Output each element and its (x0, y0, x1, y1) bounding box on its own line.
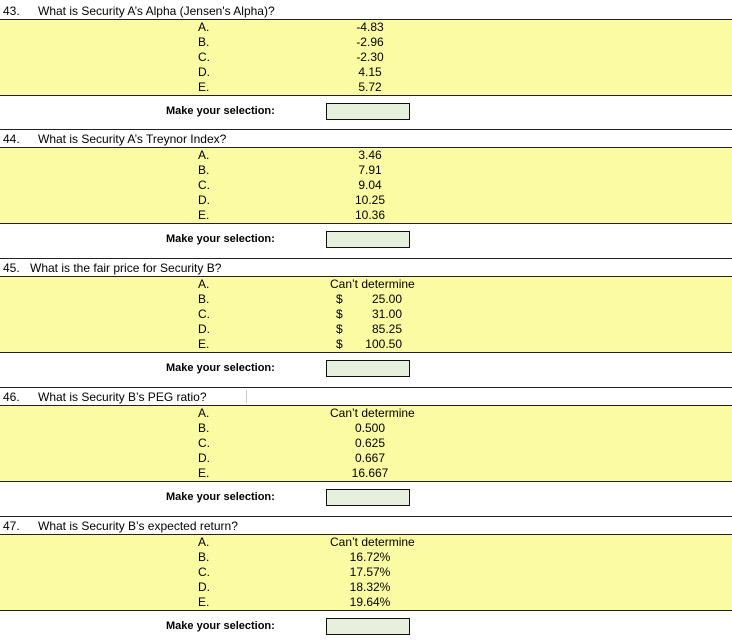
option-value: 10.36 (354, 208, 386, 222)
selection-row (0, 611, 732, 643)
option-letter: A. (198, 148, 210, 162)
option-letter: A. (198, 277, 210, 291)
option-value: 25.00 (371, 292, 402, 306)
option-value: 0.625 (354, 436, 386, 450)
question-number: 43. (3, 4, 20, 18)
option-value: Can’t determine (330, 277, 415, 291)
option-d[interactable] (0, 193, 732, 208)
question-header (0, 2, 732, 20)
option-value: 0.667 (354, 451, 386, 465)
option-value: 100.50 (365, 337, 402, 351)
selection-row (0, 482, 732, 514)
option-c[interactable] (0, 307, 732, 322)
option-value: -4.83 (356, 20, 384, 34)
options-block (0, 148, 732, 224)
question-text: What is Security B’s PEG ratio? (38, 390, 207, 404)
selection-input[interactable] (326, 103, 410, 120)
option-value: 85.25 (371, 322, 402, 336)
options-block (0, 277, 732, 353)
option-letter: E. (198, 595, 210, 609)
option-d[interactable] (0, 451, 732, 466)
question-45 (0, 258, 732, 385)
question-text: What is the fair price for Security B? (30, 261, 222, 275)
options-block (0, 20, 732, 96)
selection-label: Make your selection: (166, 233, 275, 245)
question-header (0, 516, 732, 535)
option-value: 5.72 (358, 80, 382, 94)
option-letter: E. (198, 466, 210, 480)
option-value: 19.64% (349, 595, 391, 609)
selection-label: Make your selection: (166, 105, 275, 117)
option-letter: B. (198, 35, 210, 49)
selection-row (0, 353, 732, 385)
option-letter: C. (198, 50, 210, 64)
option-value: 16.72% (349, 550, 391, 564)
question-number: 46. (3, 390, 20, 404)
option-value: 7.91 (358, 163, 382, 177)
option-e[interactable] (0, 337, 732, 352)
selection-input[interactable] (326, 231, 410, 248)
option-value: Can’t determine (330, 535, 415, 549)
option-letter: C. (198, 178, 210, 192)
currency-symbol: $ (336, 337, 343, 351)
option-d[interactable] (0, 322, 732, 337)
question-44 (0, 129, 732, 256)
option-c[interactable] (0, 50, 732, 65)
option-value: 31.00 (371, 307, 402, 321)
option-value: 9.04 (358, 178, 382, 192)
option-value: -2.96 (356, 35, 384, 49)
option-letter: C. (198, 565, 210, 579)
option-letter: D. (198, 580, 210, 594)
currency-symbol: $ (336, 322, 343, 336)
selection-row (0, 224, 732, 256)
option-letter: B. (198, 292, 210, 306)
selection-input[interactable] (326, 360, 410, 377)
option-letter: C. (198, 307, 210, 321)
option-letter: D. (198, 193, 210, 207)
option-letter: D. (198, 451, 210, 465)
option-value: 18.32% (349, 580, 391, 594)
option-value: -2.30 (356, 50, 384, 64)
option-a[interactable] (0, 406, 732, 421)
option-letter: C. (198, 436, 210, 450)
option-value: 0.500 (354, 421, 386, 435)
option-letter: B. (198, 421, 210, 435)
option-value: 17.57% (349, 565, 391, 579)
question-number: 47. (3, 519, 20, 533)
option-b[interactable] (0, 35, 732, 50)
option-b[interactable] (0, 292, 732, 307)
option-e[interactable] (0, 208, 732, 223)
option-e[interactable] (0, 466, 732, 481)
options-block (0, 535, 732, 611)
question-47 (0, 516, 732, 643)
option-a[interactable] (0, 535, 732, 550)
question-46 (0, 387, 732, 514)
currency-symbol: $ (336, 292, 343, 306)
option-e[interactable] (0, 595, 732, 610)
question-text: What is Security B’s expected return? (38, 519, 238, 533)
option-value: 16.667 (351, 466, 389, 480)
question-header (0, 387, 732, 406)
option-value: Can’t determine (330, 406, 415, 420)
option-b[interactable] (0, 550, 732, 565)
question-number: 44. (3, 132, 20, 146)
selection-input[interactable] (326, 489, 410, 506)
option-d[interactable] (0, 65, 732, 80)
option-value: 10.25 (354, 193, 386, 207)
question-text: What is Security A’s Treynor Index? (38, 132, 227, 146)
option-d[interactable] (0, 580, 732, 595)
selection-row (0, 96, 732, 128)
option-c[interactable] (0, 436, 732, 451)
option-c[interactable] (0, 565, 732, 580)
option-letter: A. (198, 535, 210, 549)
option-b[interactable] (0, 163, 732, 178)
option-a[interactable] (0, 20, 732, 35)
question-number: 45. (3, 261, 20, 275)
option-letter: E. (198, 208, 210, 222)
question-header (0, 129, 732, 148)
selection-label: Make your selection: (166, 620, 275, 632)
option-letter: B. (198, 550, 210, 564)
option-letter: D. (198, 322, 210, 336)
question-text: What is Security A’s Alpha (Jensen's Alpha)? (38, 4, 275, 18)
selection-label: Make your selection: (166, 362, 275, 374)
option-e[interactable] (0, 80, 732, 95)
option-letter: A. (198, 406, 210, 420)
question-43 (0, 2, 732, 128)
option-letter: B. (198, 163, 210, 177)
option-letter: D. (198, 65, 210, 79)
option-c[interactable] (0, 178, 732, 193)
cell-divider (246, 390, 247, 403)
option-value: 4.15 (358, 65, 382, 79)
option-a[interactable] (0, 148, 732, 163)
option-a[interactable] (0, 277, 732, 292)
question-header (0, 258, 732, 277)
selection-label: Make your selection: (166, 491, 275, 503)
option-letter: E. (198, 80, 210, 94)
options-block (0, 406, 732, 482)
option-b[interactable] (0, 421, 732, 436)
currency-symbol: $ (336, 307, 343, 321)
option-letter: E. (198, 337, 210, 351)
option-letter: A. (198, 20, 210, 34)
selection-input[interactable] (326, 618, 410, 635)
option-value: 3.46 (358, 148, 382, 162)
